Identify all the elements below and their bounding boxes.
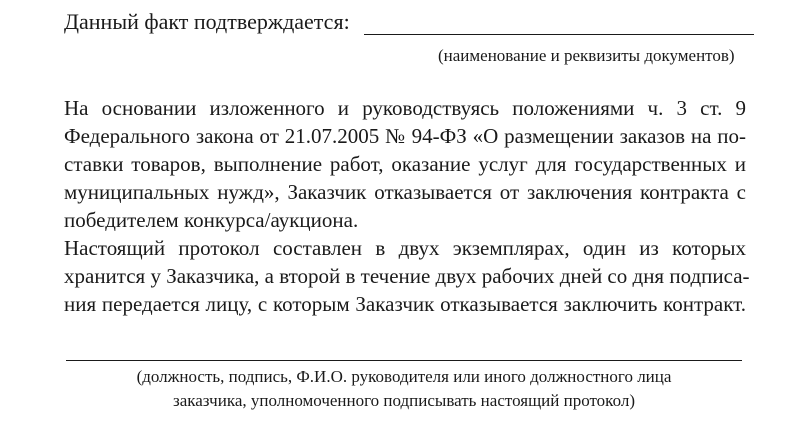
fact-documents-hint: (наименование и реквизиты документов) [438,46,735,65]
paragraph-2-line-3: ния передается лицу, с которым Заказчик отказывается заключить контракт. [64,292,746,316]
paragraph-1-line-1: На основании изложенного и руководствуясь положениями ч. 3 ст. 9 [64,96,746,120]
signature-hint-line-2: заказчика, уполномоченного подписывать настоящий протокол) [173,391,635,410]
signature-hint [66,365,742,413]
paragraph-1-line-4: муниципальных нужд», Заказчик отказывается от заключения контракта с [64,180,746,204]
paragraph-1-line-5: победителем конкурса/аукциона. [64,208,359,232]
paragraph-2-line-1: Настоящий протокол составлен в двух экземплярах, один из которых [64,236,746,260]
fact-confirmation-row [64,7,754,65]
paragraph-1-line-2: Федерального закона от 21.07.2005 № 94-ФЗ «О размещении заказов на по- [64,124,746,148]
paragraph-2-line-2: хранится у Заказчика, а второй в течение двух рабочих дней со дня подписа- [64,264,750,288]
fact-confirmation-label: Данный факт подтверждается: [64,9,350,34]
signature-hint-line-1: (должность, подпись, Ф.И.О. руководителя или иного должностного лица [136,367,672,386]
protocol-body-text [64,94,750,318]
paragraph-1-line-3: ставки товаров, выполнение работ, оказание услуг для государственных и [64,152,746,176]
fact-documents-blank-line [364,34,754,35]
signature-blank-line [66,360,742,361]
